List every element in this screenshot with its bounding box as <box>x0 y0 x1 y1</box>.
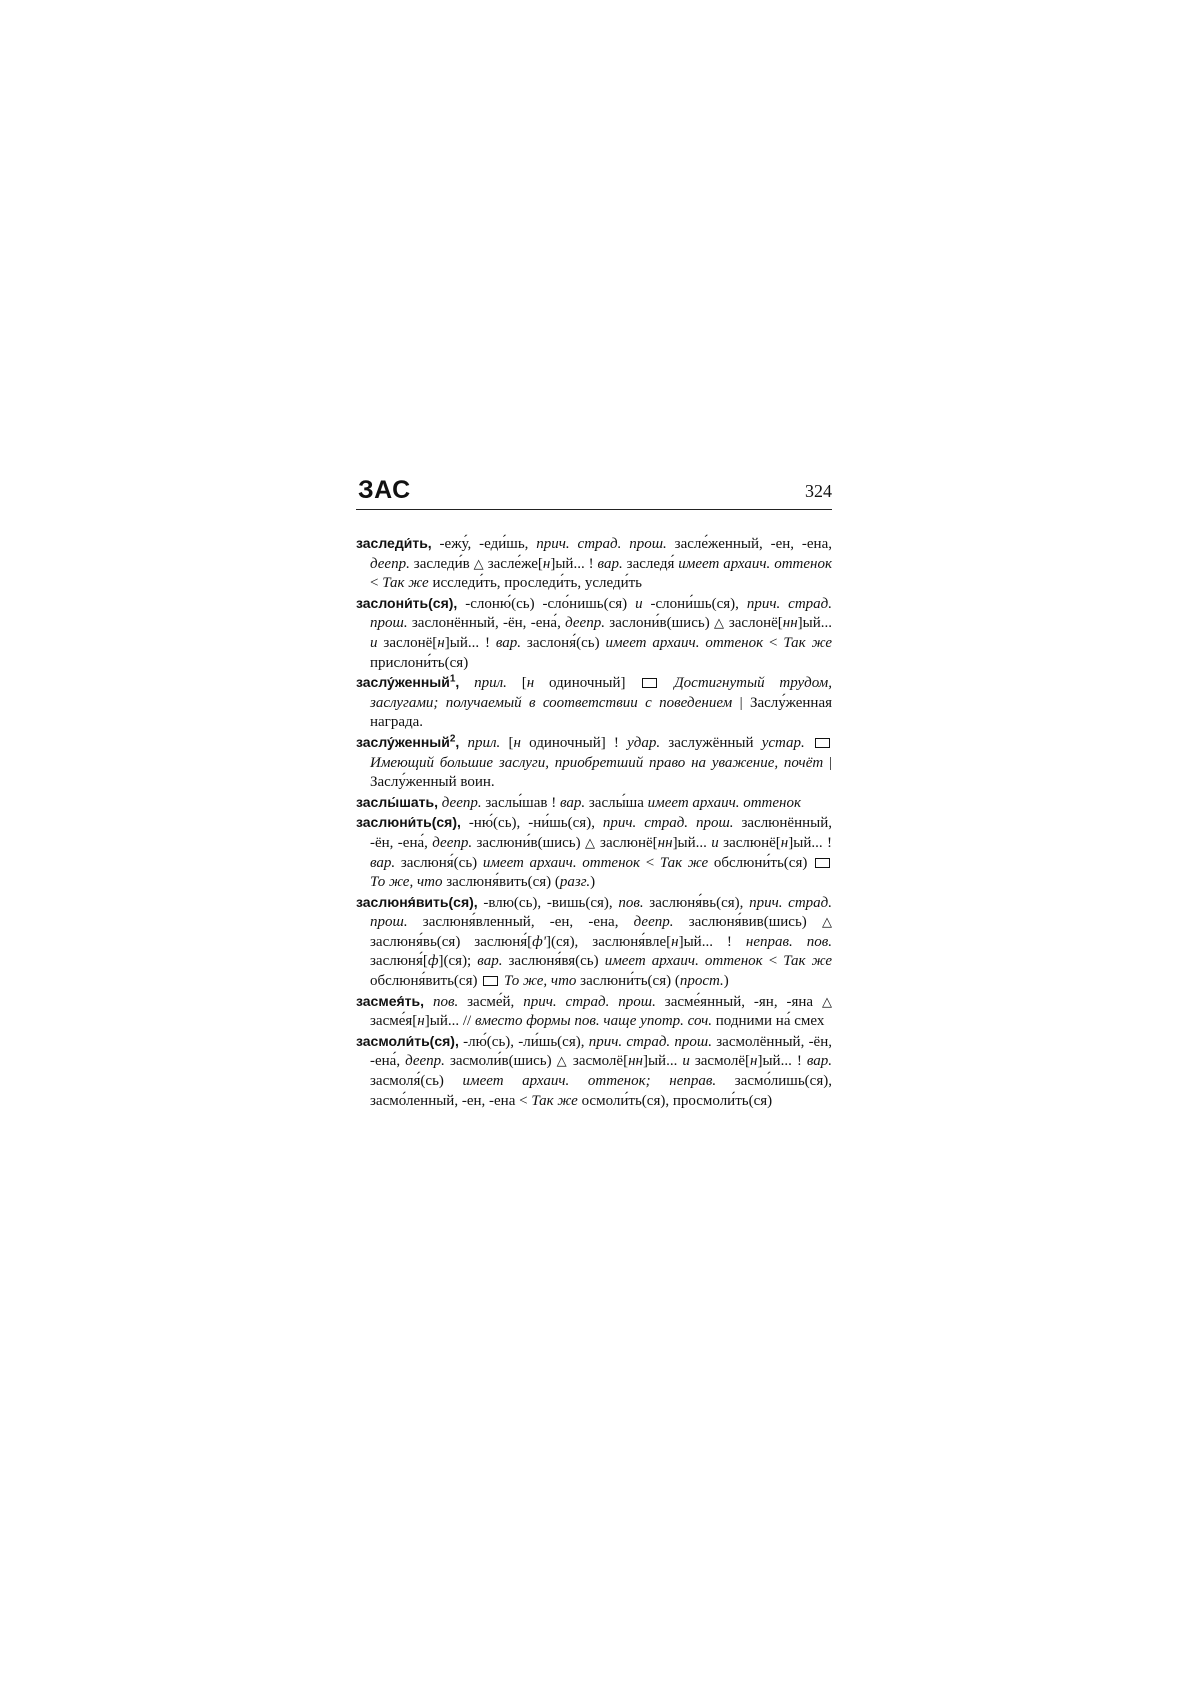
entry-italic: устар. <box>761 734 805 751</box>
entry-text: засмоли́в(шись) <box>444 1053 557 1070</box>
entry-italic: прил. <box>467 734 501 751</box>
entry-text: | Заслу́женный воин. <box>370 754 832 791</box>
entry-italic: То же, что <box>503 973 577 990</box>
dictionary-entry <box>356 793 832 814</box>
entry-italic: пов. <box>432 993 459 1010</box>
entry-italic: неправ. пов. <box>745 933 832 950</box>
entry-italic: прич. страд. прош. <box>370 894 832 931</box>
entry-text: заслони́в(шись) <box>604 615 714 632</box>
entry-italic: Так же <box>382 575 429 592</box>
entry-italic: Имеющий большие заслуги, приобретший право на уважение, почёт <box>370 754 824 771</box>
entry-text: < <box>763 634 784 651</box>
entry-text: ](ся); <box>438 953 478 970</box>
entry-text: одиночный] ! <box>520 734 628 751</box>
entry-italic: и <box>682 1053 690 1070</box>
entry-italic: прич. страд. прош. <box>523 993 656 1010</box>
entry-italic: вар. <box>477 953 503 970</box>
entry-text: заслоня́(сь) <box>521 634 606 651</box>
entry-italic: ф' <box>532 933 547 950</box>
triangle-symbol: △ <box>585 835 596 851</box>
entry-text: ]ый... <box>642 1053 683 1070</box>
entry-italic: нн <box>657 834 673 851</box>
entry-text: засме́я[ <box>370 1013 418 1030</box>
entry-italic: имеет архаич. оттенок <box>604 953 763 970</box>
entry-italic: н <box>437 634 445 651</box>
entry-text: [ <box>506 675 527 692</box>
entry-italic: Так же <box>531 1092 578 1109</box>
entry-italic: имеет архаич. оттенок <box>647 794 802 811</box>
entry-italic: разг. <box>559 874 591 891</box>
entry-text: | Заслу́женная награда. <box>370 694 833 731</box>
entry-text: засмолённый, -ён, -ена́, <box>370 1033 832 1070</box>
entry-text <box>459 675 474 691</box>
running-header <box>356 475 832 510</box>
entry-text: заслонё[ <box>377 634 438 651</box>
entry-text: ]ый... <box>797 615 833 632</box>
entry-italic: вар. <box>370 854 396 871</box>
entry-text: < <box>762 953 784 970</box>
entry-text: засме́янный, -ян, -яна <box>655 993 823 1010</box>
entry-text <box>424 994 433 1010</box>
entry-text: заслы́шав ! <box>481 794 560 811</box>
headword-comma: , <box>455 674 460 691</box>
dictionary-entry <box>356 594 832 673</box>
entry-italic: ф <box>427 953 439 970</box>
entry-text: заслонё[ <box>724 615 783 632</box>
entry-text: заслы́ша <box>585 794 648 811</box>
entry-italic: нн <box>628 1053 643 1070</box>
entry-italic: прил. <box>474 675 507 692</box>
dictionary-entry <box>356 534 832 594</box>
entry-text: ]ый... ! <box>444 634 496 651</box>
entry-italic: н <box>750 1053 758 1070</box>
definition-box-icon <box>815 738 830 748</box>
entry-italic: прич. страд. прош. <box>370 595 833 632</box>
entry-italic: вар. <box>597 555 623 572</box>
entry-text: засмолё[ <box>567 1053 629 1070</box>
homonym-number: 1 <box>449 673 456 685</box>
entry-italic: Так же <box>783 634 832 651</box>
entry-text: заслюня́[ <box>370 953 428 970</box>
entry-text: заслюня́(сь) <box>395 854 483 871</box>
page-title: ЗАС <box>358 476 411 504</box>
entry-headword <box>356 734 459 750</box>
entry-text: заслюнённый, -ён, -ена́, <box>370 815 832 851</box>
entry-italic: деепр. <box>370 555 410 572</box>
entry-text: < <box>370 575 383 592</box>
definition-box-icon <box>642 678 657 688</box>
entry-text: подними на́ смех <box>711 1013 825 1030</box>
entry-text: < <box>640 854 660 871</box>
entry-italic: и <box>370 634 378 651</box>
triangle-symbol: △ <box>473 556 484 572</box>
headword-comma: , <box>455 733 460 750</box>
entry-text: заслюня́вленный, -ен, -ена, <box>407 914 634 931</box>
page-number: 324 <box>805 481 832 501</box>
triangle-symbol: △ <box>822 994 833 1010</box>
entry-text: заследи́в <box>409 555 474 572</box>
dictionary-entry <box>356 1032 832 1111</box>
homonym-number: 2 <box>449 733 456 745</box>
entry-text: заслюнё[ <box>718 834 781 851</box>
headword-text: заслу́женный <box>356 733 450 750</box>
entry-text: обслюни́ть(ся) <box>708 854 813 871</box>
triangle-symbol: △ <box>556 1054 568 1070</box>
entry-text: ]ый... ! <box>678 933 746 950</box>
dictionary-entry <box>356 992 832 1032</box>
entry-text: засме́й, <box>458 993 524 1010</box>
entry-text: засмоля́(сь) <box>370 1073 463 1090</box>
entry-headword: заслони́ть(ся), <box>356 594 458 611</box>
entry-headword: засмея́ть, <box>356 992 425 1009</box>
entry-text: заслужённый <box>660 734 762 751</box>
headword-text: заслу́женный <box>356 674 450 691</box>
entry-text: заслюня́вь(ся), <box>643 894 750 911</box>
entry-text: засле́женный, -ен, -ена, <box>666 536 832 552</box>
entry-text: -слоню́(сь) -сло́нишь(ся) <box>457 595 636 612</box>
entry-text: прислони́ть(ся) <box>370 654 469 671</box>
entry-text: [ <box>500 734 514 751</box>
entry-text: засле́же[ <box>483 555 543 572</box>
entry-italic: н <box>542 555 551 572</box>
entry-text: заслюнё[ <box>595 834 658 851</box>
dictionary-entry <box>356 673 832 733</box>
entry-text: ]ый... ! <box>757 1053 807 1070</box>
entry-text: заследя́ <box>622 555 679 572</box>
entry-italic: вар. <box>806 1053 832 1070</box>
entry-italic: Достигнутый трудом, заслугами; получаемый в соответствии с поведением <box>370 675 833 711</box>
dictionary-entry <box>356 893 832 992</box>
entry-italic: деепр. <box>405 1053 445 1070</box>
entry-text: засмо́лишь(ся), засмо́ленный, -ен, -ена < <box>370 1073 832 1109</box>
entry-italic: н <box>513 734 521 751</box>
entry-italic: имеет архаич. оттенок <box>678 555 832 572</box>
entry-italic: То же, что <box>370 874 443 891</box>
entry-italic: деепр. <box>633 914 674 931</box>
entry-headword: заследи́ть, <box>356 535 432 551</box>
entry-italic: Так же <box>783 953 832 970</box>
entry-italic: и <box>711 834 719 851</box>
entry-text: осмоли́ть(ся), просмоли́ть(ся) <box>577 1092 773 1109</box>
entry-text <box>805 735 813 751</box>
entry-text: -ежу́, -еди́шь, <box>431 536 537 552</box>
entry-text: ) <box>723 973 729 990</box>
entry-text: -лю́(сь), -ли́шь(ся), <box>458 1033 589 1050</box>
entry-italic: деепр. <box>565 615 605 632</box>
entry-headword: заслюни́ть(ся), <box>356 814 461 831</box>
entry-headword: заслы́шать, <box>356 793 439 810</box>
entry-italic: и <box>635 595 643 612</box>
entry-italic: прич. страд. прош. <box>588 1033 712 1050</box>
definition-box-icon <box>483 976 498 986</box>
entry-italic: н <box>780 834 789 851</box>
entry-text: ]ый... <box>672 834 712 851</box>
entry-text: ]ый... // <box>424 1013 475 1030</box>
entry-text: засмолё[ <box>689 1053 751 1070</box>
entry-italic: Так же <box>659 854 709 871</box>
entry-italic: вар. <box>559 794 586 811</box>
entry-italic: прич. страд. прош. <box>536 536 667 552</box>
entry-text: заслюня́вить(ся) ( <box>442 874 560 891</box>
triangle-symbol: △ <box>822 915 832 931</box>
entry-italic: деепр. <box>441 794 482 811</box>
entry-text: -влю(сь), -вишь(ся), <box>477 894 619 911</box>
entry-headword: засмоли́ть(ся), <box>356 1032 459 1049</box>
entry-text <box>459 735 467 751</box>
entry-italic: н <box>417 1013 425 1030</box>
entry-text: заслюня́вив(шись) <box>673 914 822 931</box>
dictionary-entry <box>356 733 832 793</box>
entry-italic: прост. <box>679 973 724 990</box>
entry-headword: заслюня́вить(ся), <box>356 893 478 910</box>
definition-box-icon <box>815 858 830 868</box>
entry-text: заслонённый, -ён, -ена́, <box>407 615 566 632</box>
entry-headword <box>356 674 459 690</box>
entry-italic: н <box>526 675 535 692</box>
entry-text: заслюня́вь(ся) заслюня́[ <box>370 933 533 950</box>
entry-text: заслюня́вя(сь) <box>502 953 605 970</box>
dictionary-page <box>356 475 832 1111</box>
triangle-symbol: △ <box>714 616 725 632</box>
entry-text: -ню́(сь), -ни́шь(ся), <box>460 815 603 832</box>
dictionary-entry <box>356 813 832 892</box>
entry-list <box>356 534 832 1111</box>
entry-italic: н <box>671 933 679 950</box>
entry-italic: имеет архаич. оттенок <box>605 634 764 651</box>
entry-italic: деепр. <box>432 834 473 851</box>
entry-italic: нн <box>782 615 798 632</box>
entry-italic: удар. <box>627 734 661 751</box>
entry-text: -слони́шь(ся), <box>642 595 747 612</box>
entry-text: заслюни́в(шись) <box>472 834 586 851</box>
entry-italic: имеет архаич. оттенок <box>482 854 641 871</box>
entry-italic: вместо формы пов. чаще употр. соч. <box>474 1013 712 1030</box>
entry-text: исследи́ть, проследи́ть, уследи́ть <box>428 575 643 592</box>
entry-text: обслюня́вить(ся) <box>370 973 482 990</box>
entry-italic: вар. <box>495 634 522 651</box>
entry-text: ]ый... ! <box>788 834 832 851</box>
entry-text: ) <box>590 874 596 891</box>
entry-italic: имеет архаич. оттенок; неправ. <box>462 1073 717 1090</box>
entry-text: одиночный] <box>534 675 641 692</box>
entry-text: заслюни́ть(ся) ( <box>576 973 680 990</box>
entry-italic: прич. страд. прош. <box>602 815 734 832</box>
entry-italic: пов. <box>618 894 644 911</box>
entry-text: ](ся), заслюня́вле[ <box>546 933 672 950</box>
entry-text: ]ый... ! <box>550 555 598 572</box>
